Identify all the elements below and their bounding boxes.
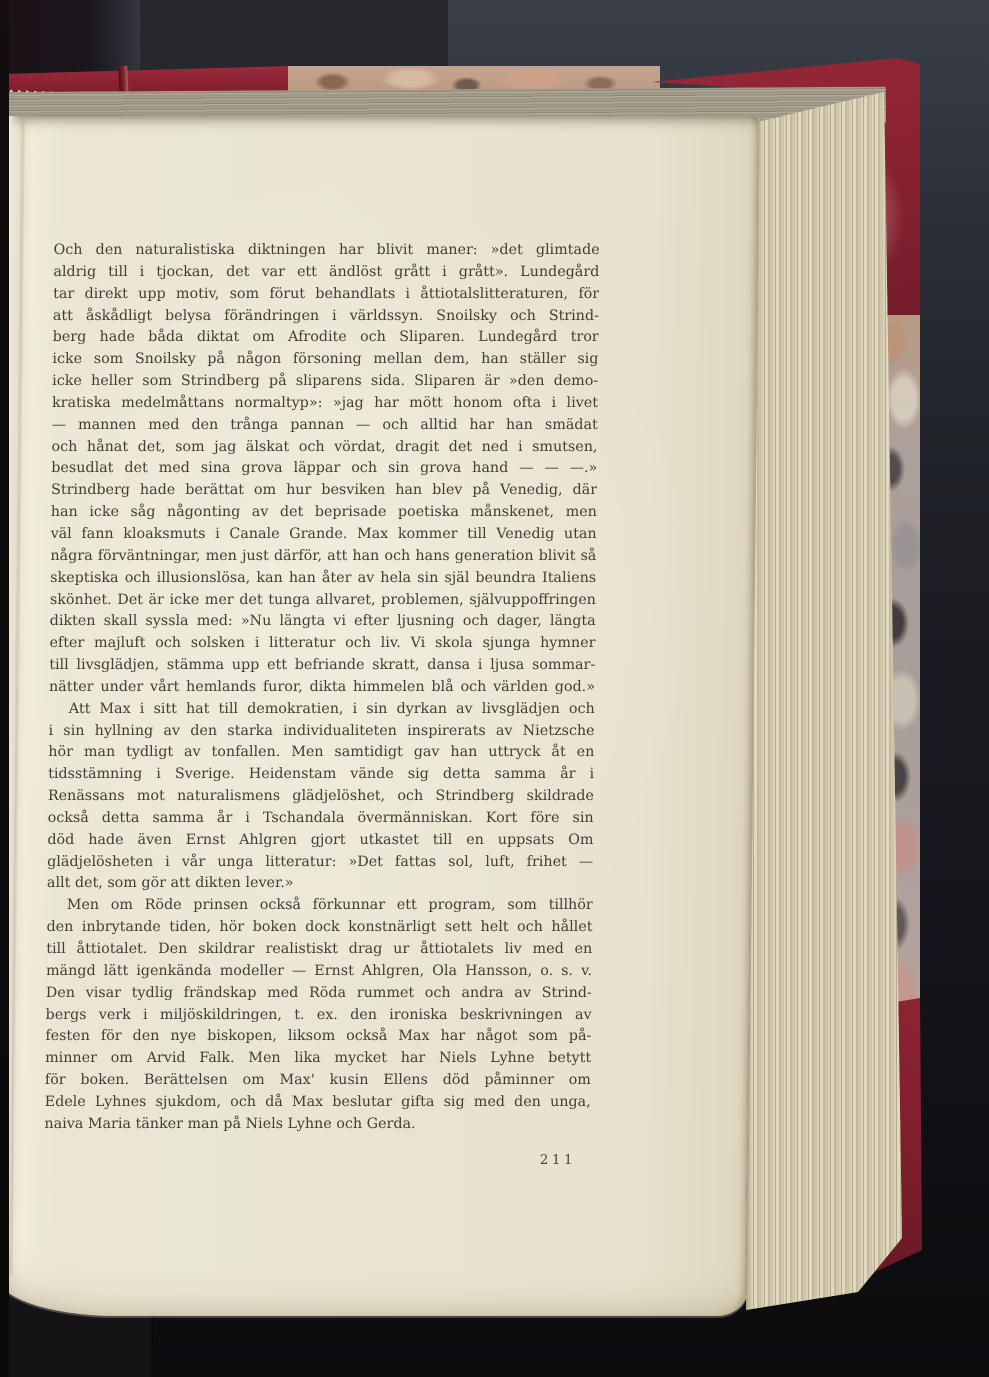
background-shadow-band [140,0,448,72]
page-text-line: — mannen med den trånga pannan — och alltid har han smädat [51,416,598,433]
page-number: 211 [539,1152,577,1168]
page-text-line: Den visar tydlig frändskap med Röda rummet och andra av Strind- [45,984,592,1001]
page-text-line: i sin hyllning av den starka individualiteten inspirerats av Nietzsche [48,722,595,739]
page-text-line: och hånat det, som jag älskat och vördat, dragit det ned i smutsen, [51,438,598,455]
page-text-line: festen för den nye biskopen, liksom också Max har något som på- [45,1028,592,1045]
page-text-line: Renässans mot naturalismens glädjelöshet, och Strindberg skildrade [47,788,594,805]
page-text-line: till åttiotalet. Den skildrar realistiskt drag ur åttiotalets liv med en [46,941,593,957]
page-text-line: besudlat det med sina grova läppar och sin grova hand — — —.» [51,460,598,477]
page-text-line: Strindberg hade berättat om hur besviken han blev på Venedig, där [50,482,598,499]
page-text-line: berg hade båda diktat om Afrodite och Sliparen. Lundegård tror [52,329,599,346]
page-text-line: skönhet. Det är icke mer det tunga allvaret, problemen, självuppoffringen [49,591,597,608]
page-text-line: tar direkt upp motiv, som förut behandlats i åttiotalslitteraturen, för [53,285,600,302]
page-text-line: allt det, som gör att dikten lever.» [46,875,294,892]
page-text-line: död hade även Ernst Ahlgren gjort utkastet till en uppsats Om [47,831,594,848]
page-text-line: han icke såg någonting av det beprisade poetiska månskenet, men [50,504,597,521]
photo-left-edge [0,0,9,1377]
page-text-line: Men om Röde prinsen också förkunnar ett program, som tillhör [66,897,593,914]
book-page [0,116,760,1316]
page-text-line: efter majluft och solsken i litteratur och liv. Vi skola sjunga hymner [49,635,596,652]
page-text-line: till livsglädjen, stämma upp ett befriande skratt, dansa i ljusa sommar- [49,657,596,674]
page-text-line: icke som Snoilsky på någon försoning mellan dem, han ställer sig [52,351,599,368]
page-text-line: Att Max i sitt hat till demokratien, i sin dyrkan av livsglädjen och [68,700,595,717]
page-text-line: Edele Lyhnes sjukdom, och då Max beslutar gifta sig med den unga, [44,1093,591,1110]
page-text-line: några förväntningar, men just därför, att han och hans generation blivit så [50,547,597,564]
page-text-line: mängd lätt igenkända modeller — Ernst Ahlgren, Ola Hansson, o. s. v. [45,962,593,979]
page-text-line: Och den naturalistiska diktningen har blivit maner: »det glimtade [53,242,600,258]
page-text-line: den inbrytande tiden, hör boken dock konstnärligt sett helt och hållet [46,919,593,936]
page-text-line: bergs verk i miljöskildringen, t. ex. den ironiska beskrivningen av [45,1006,592,1023]
page-text-line: glädjelösheten i vår unga litteratur: »Det fattas sol, luft, frihet — [47,853,594,870]
page-text-line: minner om Arvid Falk. Men lika mycket har Niels Lyhne betytt [45,1050,592,1067]
page-text-line: också detta samma år i Tschandala övermänniskan. Kort före sin [47,809,594,826]
page-text-line: icke heller som Strindberg på sliparens sida. Sliparen är »den demo- [52,373,599,390]
page-text-line: tidsstämning i Sverige. Heidenstam vände sig detta samma år i [48,766,595,783]
page-text-line: naiva Maria tänker man på Niels Lyhne och Gerda. [44,1115,416,1132]
page-text-line: hör man tydligt av tonfallen. Men samtidigt gav han uttryck åt en [48,744,595,761]
page-text-line: nätter under vårt hemlands furor, dikta himmelen blå och världen god.» [48,678,596,695]
page-text-line: aldrig till i tjockan, det var ett ändlöst grått i grått». Lundegård [53,263,600,280]
page-text-line: för boken. Berättelsen om Max' kusin Ellens död påminner om [44,1072,591,1089]
page-block-fore-edge [740,85,910,1313]
page-text-line: kratiska medelmåttans normaltyp»: »jag har mött honom ofta i livet [51,394,599,411]
page-text-block [44,240,599,1136]
page-text-line: att åskådligt belysa förändringen i världssyn. Snoilsky och Strind- [52,307,599,324]
page-text-line: skeptiska och illusionslösa, kan han åter av hela sin själ beundra Italiens [50,569,597,586]
page-text-line: väl fann kloaksmuts i Canale Grande. Max kommer till Venedig utan [50,525,597,542]
page-text-line: dikten skall syssla med: »Nu längta vi efter ljusning och dager, längta [49,613,596,630]
